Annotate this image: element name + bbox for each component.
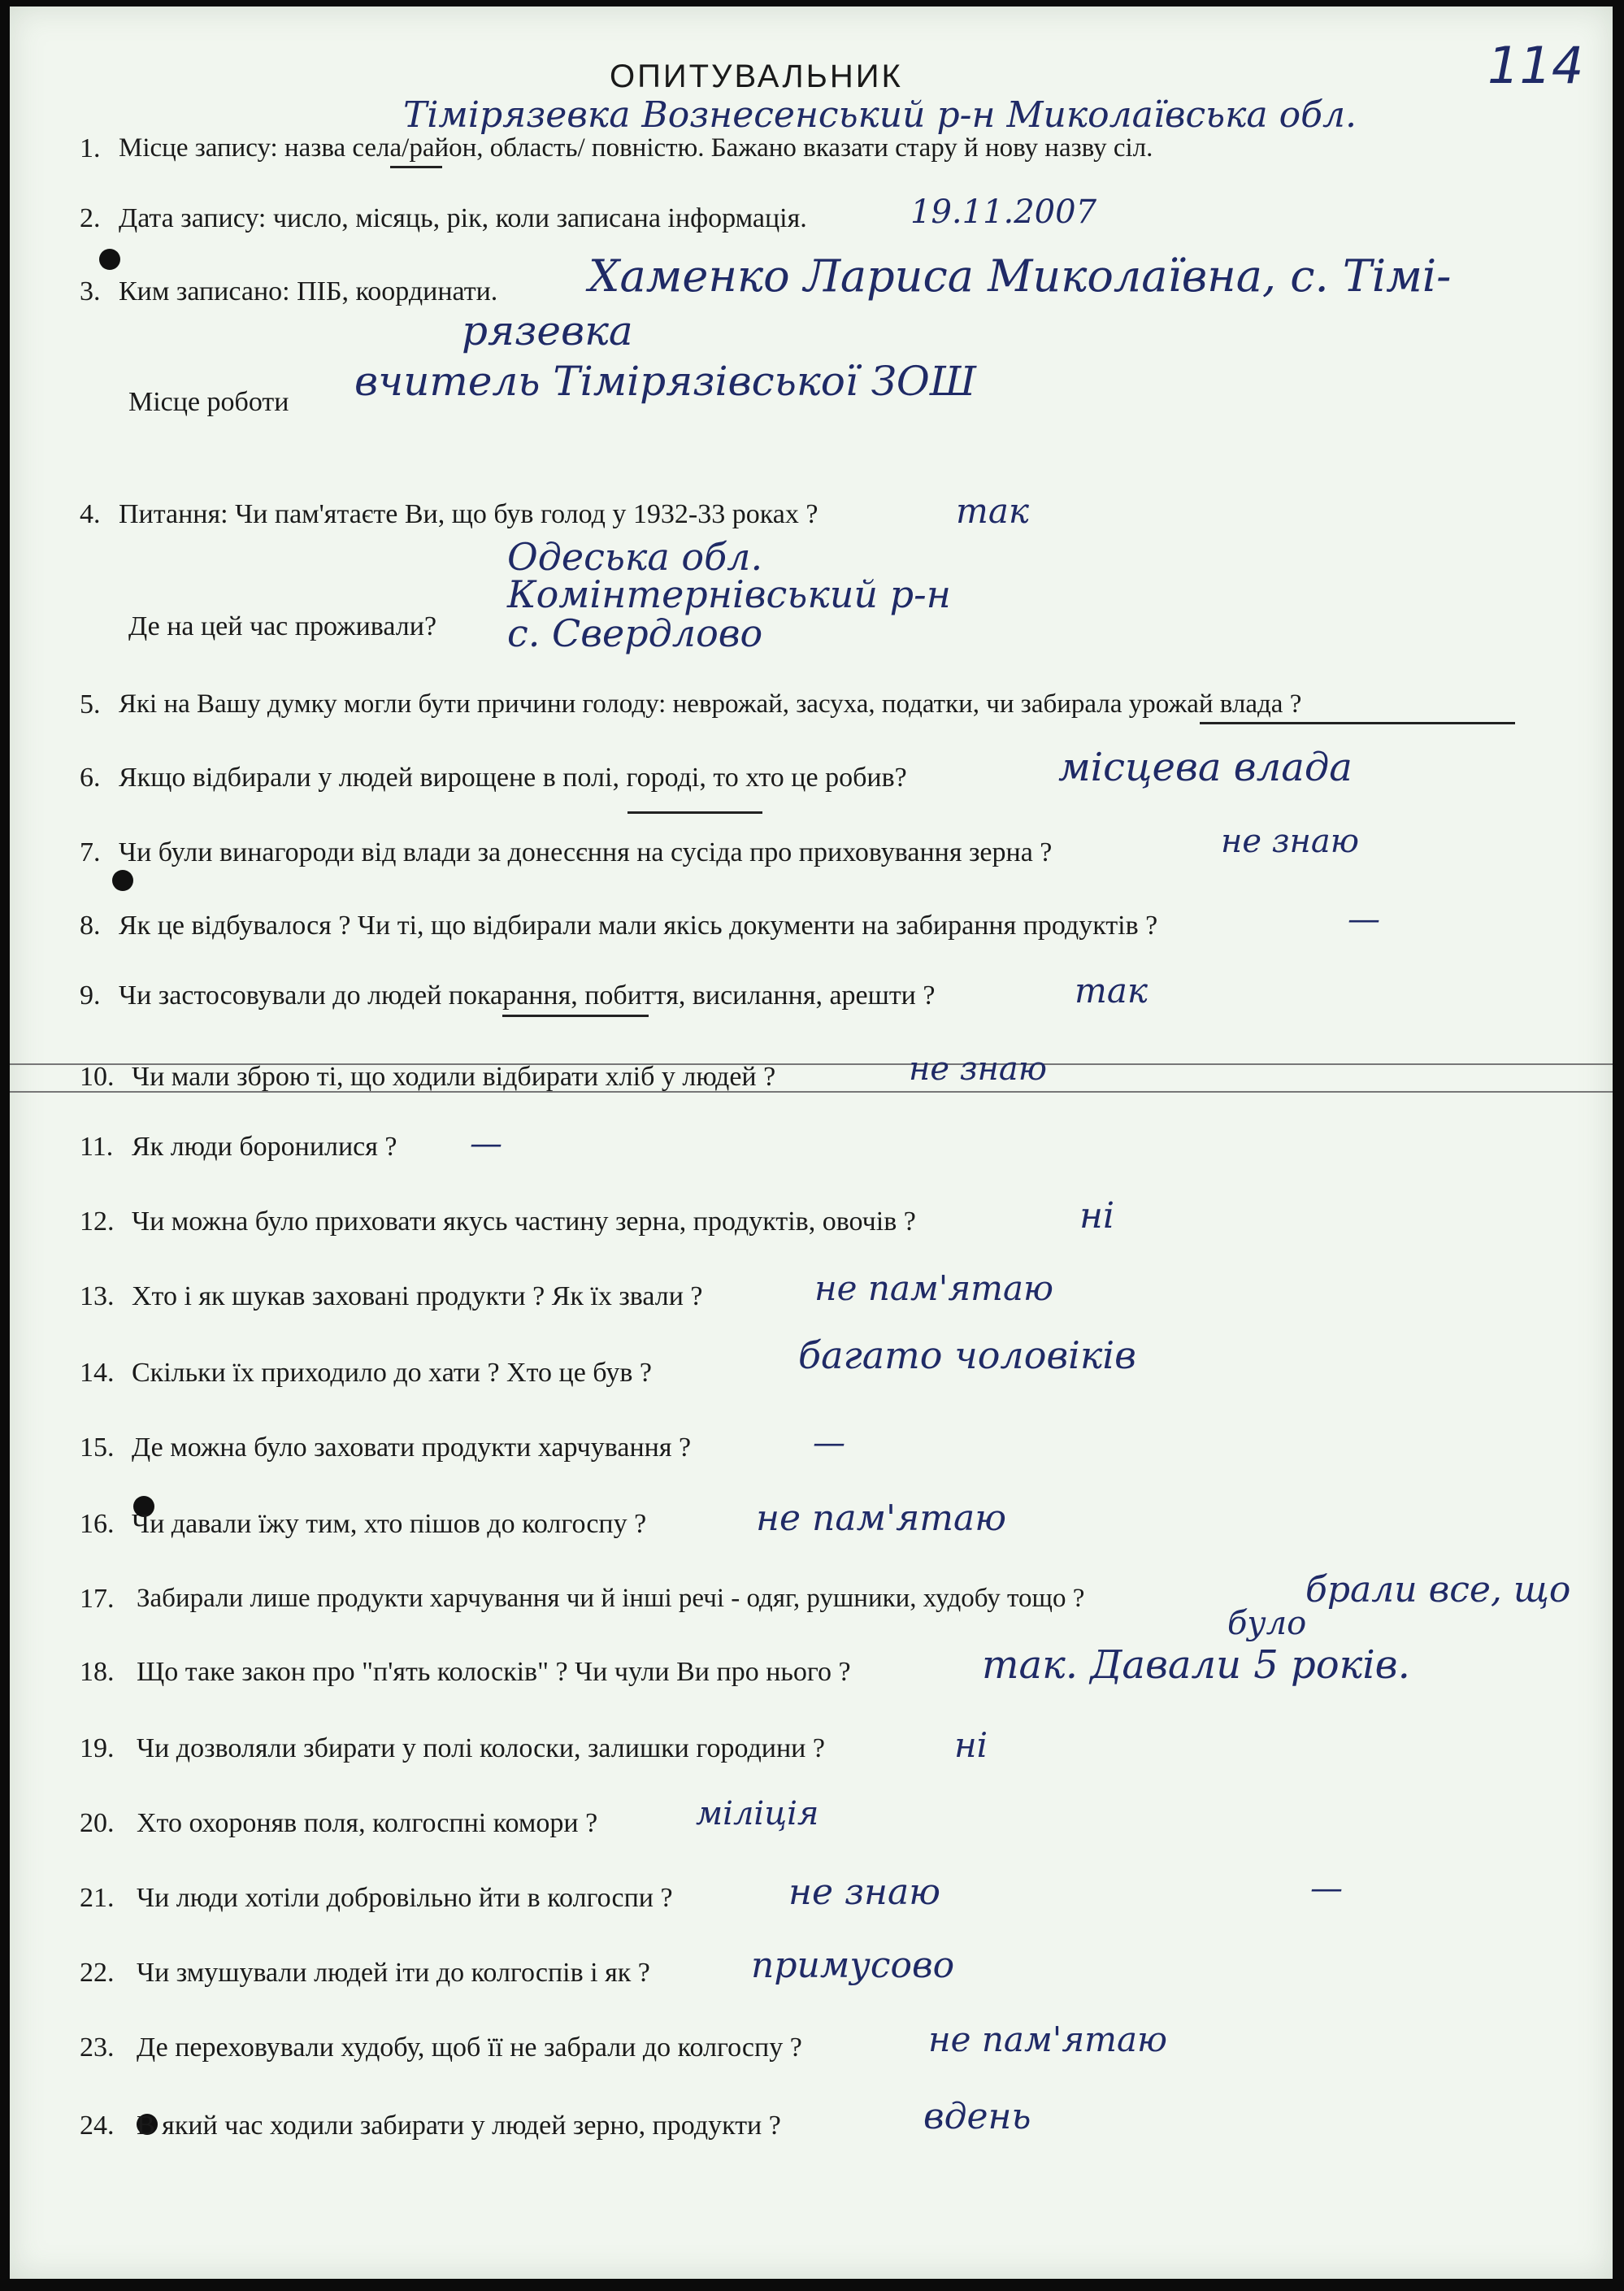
question-23-text: Де переховували худобу, щоб її не забрали до колгоспу ? <box>137 2032 802 2063</box>
question-11-text: Як люди боронилися ? <box>132 1132 397 1162</box>
question-11-number: 11. <box>80 1132 114 1162</box>
question-9-number: 9. <box>80 980 101 1011</box>
residence-answer-line-2: Комінтернівський р-н <box>507 572 951 616</box>
answer-4-handwritten: так <box>956 491 1029 531</box>
answer-3-handwritten: Хаменко Лариса Миколаївна, с. Тімі- <box>588 250 1452 302</box>
punch-hole <box>112 870 133 891</box>
question-10-text: Чи мали зброю ті, що ходили відбирати хліб у людей ? <box>132 1062 776 1092</box>
answer-7-handwritten: не знаю <box>1221 823 1359 860</box>
question-1-number: 1. <box>80 133 101 163</box>
question-20-text: Хто охороняв поля, колгоспні комори ? <box>137 1808 598 1838</box>
question-18-text: Що таке закон про "п'ять колосків" ? Чи чули Ви про нього ? <box>137 1657 851 1687</box>
question-18-number: 18. <box>80 1657 115 1687</box>
answer-10-handwritten: не знаю <box>909 1050 1047 1088</box>
question-6-text: Якщо відбирали у людей вирощене в полі, городі, то хто це робив? <box>119 763 907 793</box>
question-23-number: 23. <box>80 2032 115 2063</box>
residence-question-text: Де на цей час проживали? <box>128 611 437 641</box>
question-4-text: Питання: Чи пам'ятаєте Ви, що був голод у 1932-33 роках ? <box>119 499 819 529</box>
answer-2-handwritten: 19.11.2007 <box>910 193 1097 231</box>
answer-16-handwritten: не пам'ятаю <box>756 1498 1006 1539</box>
question-17-text: Забирали лише продукти харчування чи й інші речі - одяг, рушники, худобу тощо ? <box>137 1584 1085 1613</box>
question-22-text: Чи змушували людей іти до колгоспів і як ? <box>137 1958 650 1988</box>
question-5-text: Які на Вашу думку могли бути причини голоду: неврожай, засуха, податки, чи забирала урожай влада ? <box>119 689 1302 719</box>
question-21-number: 21. <box>80 1883 115 1913</box>
question-8-text: Як це відбувалося ? Чи ті, що відбирали мали якісь документи на забирання продуктів ? <box>119 911 1158 941</box>
question-2-number: 2. <box>80 203 101 233</box>
answer-20-handwritten: міліція <box>696 1795 819 1832</box>
question-12-text: Чи можна було приховати якусь частину зерна, продуктів, овочів ? <box>132 1206 916 1237</box>
workplace-label: Місце роботи <box>128 387 289 417</box>
residence-answer-line-3: с. Свердлово <box>507 611 763 655</box>
question-22-number: 22. <box>80 1958 115 1988</box>
punch-hole <box>99 249 120 270</box>
answer-12-handwritten: ні <box>1079 1195 1115 1237</box>
question-19-text: Чи дозволяли збирати у полі колоски, залишки городини ? <box>137 1733 825 1763</box>
question-7-number: 7. <box>80 837 101 867</box>
answer-18-handwritten: так. Давали 5 років. <box>982 1642 1410 1688</box>
underline-mark <box>1200 722 1515 724</box>
underline-mark <box>390 166 442 168</box>
answer-13-handwritten: не пам'ятаю <box>814 1268 1053 1308</box>
answer-9-handwritten: так <box>1075 971 1148 1011</box>
question-15-number: 15. <box>80 1432 115 1463</box>
question-17-number: 17. <box>80 1584 115 1614</box>
question-14-text: Скільки їх приходило до хати ? Хто це був ? <box>132 1358 652 1388</box>
answer-8-handwritten: — <box>1348 901 1380 938</box>
question-4-number: 4. <box>80 499 101 529</box>
question-12-number: 12. <box>80 1206 115 1237</box>
answer-15-handwritten: — <box>813 1424 845 1462</box>
question-2-text: Дата запису: число, місяць, рік, коли записана інформація. <box>119 203 807 233</box>
question-9-text: Чи застосовували до людей покарання, побиття, висилання, арешти ? <box>119 980 936 1011</box>
answer-14-handwritten: багато чоловіків <box>798 1333 1136 1377</box>
answer-17-handwritten: брали все, що <box>1305 1569 1571 1611</box>
question-1-text: Місце запису: назва села/район, область/ повністю. Бажано вказати стару й нову назву сіл. <box>119 133 1153 163</box>
question-15-text: Де можна було заховати продукти харчування ? <box>132 1432 692 1463</box>
answer-22-handwritten: примусово <box>751 1945 955 1986</box>
question-16-number: 16. <box>80 1509 115 1539</box>
answer-17-continuation: було <box>1227 1605 1307 1642</box>
underline-mark <box>502 1015 649 1017</box>
question-3-text: Ким записано: ПІБ, координати. <box>119 276 498 306</box>
questionnaire-sheet <box>10 7 1613 2279</box>
answer-21-handwritten: не знаю <box>788 1871 940 1913</box>
answer-24-handwritten: вдень <box>923 2096 1031 2137</box>
question-10-number: 10. <box>80 1062 115 1092</box>
question-16-text: Чи давали їжу тим, хто пішов до колгоспу ? <box>132 1509 647 1539</box>
question-21-text: Чи люди хотіли добровільно йти в колгоспи ? <box>137 1883 673 1913</box>
residence-answer-line-1: Одеська обл. <box>507 535 763 579</box>
question-14-number: 14. <box>80 1358 115 1388</box>
answer-19-handwritten: ні <box>954 1725 988 1765</box>
question-19-number: 19. <box>80 1733 115 1763</box>
question-6-number: 6. <box>80 763 101 793</box>
question-24-number: 24. <box>80 2111 115 2141</box>
question-20-number: 20. <box>80 1808 115 1838</box>
question-24-text: В який час ходили забирати у людей зерно, продукти ? <box>137 2111 781 2141</box>
answer-6-handwritten: місцева влада <box>1058 745 1353 790</box>
question-13-text: Хто і як шукав заховані продукти ? Як їх звали ? <box>132 1281 703 1311</box>
question-5-number: 5. <box>80 689 101 719</box>
answer-23-handwritten: не пам'ятаю <box>928 2019 1167 2059</box>
answer-11-handwritten: — <box>470 1125 502 1163</box>
question-13-number: 13. <box>80 1281 115 1311</box>
answer-1-handwritten: Тімірязевка Вознесенський р-н Миколаївська обл. <box>403 94 1357 136</box>
question-7-text: Чи були винагороди від влади за донесєння на сусіда про приховування зерна ? <box>119 837 1053 867</box>
workplace-answer-handwritten: вчитель Тімірязівської ЗОШ <box>354 358 976 405</box>
page-number-handwritten: 114 <box>1487 36 1584 95</box>
document-title: ОПИТУВАЛЬНИК <box>610 59 903 94</box>
question-8-number: 8. <box>80 911 101 941</box>
answer-21-dash: — <box>1310 1870 1343 1907</box>
question-3-number: 3. <box>80 276 101 306</box>
answer-3-continuation: рязевка <box>462 307 633 354</box>
underline-mark <box>627 811 762 814</box>
